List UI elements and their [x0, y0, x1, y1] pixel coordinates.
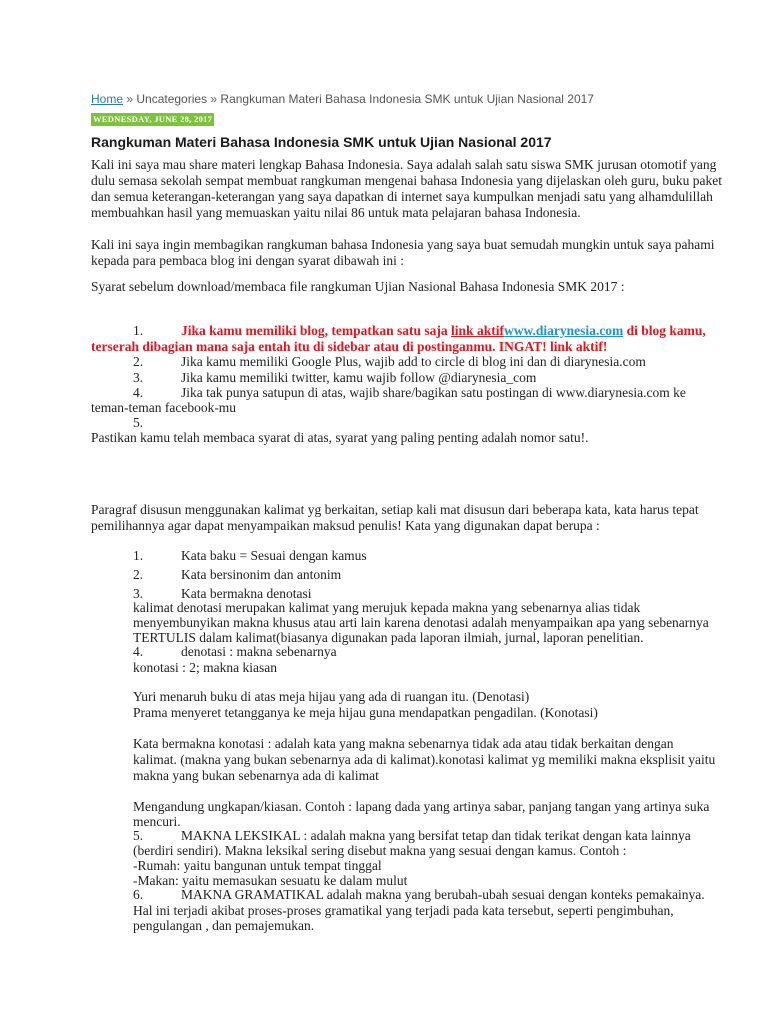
kata-number: 2.: [133, 567, 144, 582]
rule-number: 2.: [133, 354, 144, 369]
rule-4-continued: teman-teman facebook-mu: [91, 400, 237, 415]
kata-item: Kata baku = Sesuai dengan kamus: [181, 548, 367, 563]
denotasi-line: kalimat denotasi merupakan kalimat yang merujuk kepada makna yang sebenarnya alias tidak: [133, 600, 641, 615]
konotasi-line: konotasi : 2; makna kiasan: [133, 660, 277, 675]
date-badge: WEDNESDAY, JUNE 28, 2017: [93, 114, 213, 124]
breadcrumb-category[interactable]: Uncategories: [136, 92, 208, 106]
rule-4-text: Jika tak punya satupun di atas, wajib share/bagikan satu postingan di www.diarynesia.com ke: [181, 385, 686, 400]
konotasi-paragraph-line: makna yang bukan sebenarnya ada di kalimat: [133, 768, 379, 783]
breadcrumb-home-link[interactable]: Home: [91, 92, 124, 106]
breadcrumb-separator: »: [207, 92, 221, 106]
paragraf-line: Paragraf disusun menggunakan kalimat yg berkaitan, setiap kali mat disusun dari beberapa kata, kata harus tepat: [91, 502, 699, 517]
kata-item: Kata bermakna denotasi: [181, 586, 312, 601]
kata-item: denotasi : makna sebenarnya: [181, 644, 337, 659]
intro-line: dulu semasa sekolah sempat membuat rangkuman mengenai bahasa Indonesia yang dijelaskan oleh guru, buku paket: [91, 173, 722, 188]
breadcrumb: [91, 91, 594, 108]
konotasi-paragraph-line: kalimat. (makna yang bukan sebenarnya ada di kalimat).konotasi kalimat yg memiliki makna eksplisit yaitu: [133, 752, 716, 767]
kata-number: 4.: [133, 644, 144, 659]
intro-line: Kali ini saya mau share materi lengkap Bahasa Indonesia. Saya adalah salah satu siswa SMK jurusan otomotif yang: [91, 157, 717, 172]
kata-number: 3.: [133, 586, 144, 601]
intro-line: membuahkan hasil yang memuaskan yaitu nilai 86 untuk mata pelajaran bahasa Indonesia.: [91, 205, 581, 220]
post-title: Rangkuman Materi Bahasa Indonesia SMK untuk Ujian Nasional 2017: [91, 134, 552, 150]
share-line: Kali ini saya ingin membagikan rangkuman bahasa Indonesia yang saya buat semudah mungkin untuk saya pahami: [91, 237, 715, 252]
intro-line: dan semua keterangan-keterangan yang saya dapatkan di internet saya kumpulkan menjadi satu yang alhamdulillah: [91, 189, 713, 204]
rule-1-text: di blog kamu,: [623, 323, 706, 338]
rule-number: 1.: [133, 323, 144, 338]
rule-3-text: Jika kamu memiliki twitter, kamu wajib follow @diarynesia_com: [181, 370, 537, 385]
breadcrumb-current: Rangkuman Materi Bahasa Indonesia SMK untuk Ujian Nasional 2017: [220, 92, 594, 106]
leksikal-line: -Makan: yaitu memasukan sesuatu ke dalam mulut: [133, 873, 408, 888]
paragraf-line: pemilihannya agar dapat menyampaikan maksud penulis! Kata yang digunakan dapat berupa :: [91, 518, 600, 533]
ungkapan-line: mencuri.: [133, 814, 181, 829]
ungkapan-line: Mengandung ungkapan/kiasan. Contoh : lapang dada yang artinya sabar, panjang tangan yang artinya suka: [133, 799, 710, 814]
gramatikal-line: pengulangan , dan pemajemukan.: [133, 918, 315, 933]
gramatikal-line: MAKNA GRAMATIKAL adalah makna yang berubah-ubah sesuai dengan konteks pemakainya.: [181, 887, 705, 902]
rule-number: 5.: [133, 415, 144, 430]
rules-note: Pastikan kamu telah membaca syarat di atas, syarat yang paling penting adalah nomor satu!.: [91, 430, 589, 445]
contoh-line: Prama menyeret tetangganya ke meja hijau guna mendapatkan pengadilan. (Konotasi): [133, 705, 598, 720]
leksikal-number: 5.: [133, 828, 144, 843]
rule-1-line: [181, 322, 706, 339]
rule-number: 3.: [133, 370, 144, 385]
share-line: kepada para pembaca blog ini dengan syarat dibawah ini :: [91, 253, 405, 268]
link-aktif-link[interactable]: link aktif: [451, 323, 504, 338]
kata-number: 1.: [133, 548, 144, 563]
gramatikal-line: Hal ini terjadi akibat proses-proses gramatikal yang terjadi pada kata tersebut, seperti pengimbuhan,: [133, 903, 674, 918]
denotasi-line: TERTULIS dalam kalimat(biasanya digunakan pada laporan ilmiah, jurnal, laporan penelitian.: [133, 630, 644, 645]
diarynesia-link[interactable]: www.diarynesia.com: [503, 323, 624, 338]
konotasi-paragraph-line: Kata bermakna konotasi : adalah kata yang makna sebenarnya tidak ada atau tidak berkaitan dengan: [133, 736, 674, 751]
leksikal-line: MAKNA LEKSIKAL : adalah makna yang bersifat tetap dan tidak terikat dengan kata lainnya: [181, 828, 691, 843]
kata-item: Kata bersinonim dan antonim: [181, 567, 342, 582]
breadcrumb-separator: »: [123, 92, 137, 106]
syarat-intro: Syarat sebelum download/membaca file rangkuman Ujian Nasional Bahasa Indonesia SMK 2017 :: [91, 279, 625, 294]
rule-1-continued: terserah dibagian mana saja entah itu di sidebar atau di postinganmu. INGAT! link aktif!: [91, 339, 608, 354]
contoh-line: Yuri menaruh buku di atas meja hijau yang ada di ruangan itu. (Denotasi): [133, 689, 530, 704]
leksikal-line: -Rumah: yaitu bangunan untuk tempat tinggal: [133, 858, 382, 873]
rule-2-text: Jika kamu memiliki Google Plus, wajib add to circle di blog ini dan di diarynesia.com: [181, 354, 646, 369]
rule-number: 4.: [133, 385, 144, 400]
leksikal-line: (berdiri sendiri). Makna leksikal sering disebut makna yang sesuai dengan kamus. Contoh :: [133, 843, 627, 858]
rule-1-text: Jika kamu memiliki blog, tempatkan satu saja: [181, 323, 452, 338]
denotasi-line: menyembunyikan makna khusus atau arti lain karena denotasi adalah menyampaikan apa yang sebenarnya: [133, 615, 709, 630]
gramatikal-number: 6.: [133, 887, 144, 902]
